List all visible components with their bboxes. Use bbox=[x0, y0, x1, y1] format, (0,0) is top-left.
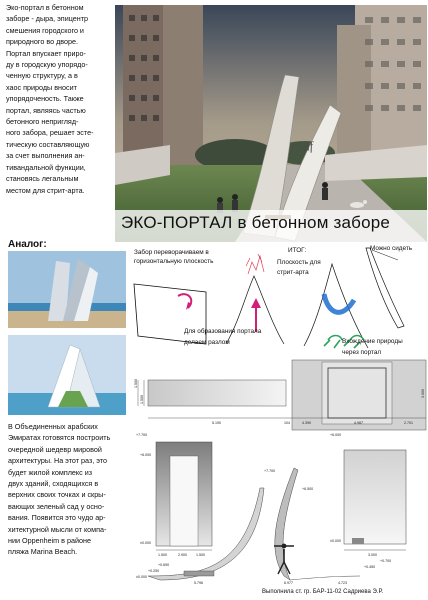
lvl-plus65: +6.500 bbox=[302, 487, 314, 491]
lvl-top2: +7.700 bbox=[264, 469, 276, 473]
dim-elev-h2: 1.500 bbox=[140, 395, 144, 404]
portal-section-right bbox=[275, 468, 298, 580]
author-credit: Выполнила ст. гр. БАР-11-02 Садриева Э.Р. bbox=[262, 589, 383, 595]
dim-elev-len2: 4.390 bbox=[302, 421, 311, 425]
dim-s-w3: 1.500 bbox=[196, 553, 205, 557]
lvl-s-l3: +0.450 bbox=[364, 565, 376, 569]
analog-photo-1 bbox=[8, 251, 126, 328]
lvl-plus6: +6.000 bbox=[140, 453, 152, 457]
hero-scene bbox=[115, 5, 427, 242]
analog-photo-2 bbox=[8, 335, 126, 415]
dim-elev-len3: 4.987 bbox=[354, 421, 363, 425]
break-label: Для образования портала делаем разлом bbox=[184, 328, 262, 346]
dim-elev-h: 1.500 bbox=[134, 379, 138, 388]
nature-label: Вхождение природы через портал bbox=[342, 338, 403, 356]
flip-label: Забор переворачиваем в горизонтальную плоскость bbox=[134, 249, 214, 265]
svg-text:Graf: Graf bbox=[289, 138, 314, 156]
lvl-s-l4: +0.700 bbox=[380, 559, 392, 563]
dim-s-w1: 1.500 bbox=[158, 553, 167, 557]
dim-elev-len: 5.190 bbox=[212, 421, 221, 425]
lvl-s-l1: +0.690 bbox=[158, 563, 170, 567]
hero-photo bbox=[115, 5, 427, 242]
elevation-drawing bbox=[132, 358, 428, 434]
result-heading: ИТОГ: bbox=[288, 247, 307, 254]
dim-elev-right: 3.000 bbox=[421, 389, 425, 398]
dim-elev-gap: 104 bbox=[284, 421, 290, 425]
dim-s-w2: 2.900 bbox=[178, 553, 187, 557]
lvl-zero2: ±0.000 bbox=[136, 575, 147, 579]
page-title: ЭКО-ПОРТАЛ в бетонном заборе bbox=[121, 213, 391, 232]
section-right-block bbox=[344, 450, 406, 544]
dim-s-right: 4.723 bbox=[338, 581, 347, 584]
analog-heading: Аналог: bbox=[8, 239, 47, 250]
section-drawing bbox=[134, 428, 424, 584]
lvl-top: +7.700 bbox=[136, 433, 148, 437]
lvl-s-l2: +0.250 bbox=[148, 569, 160, 573]
lvl-zero3: ±0.000 bbox=[330, 539, 341, 543]
dim-s-total: 5.796 bbox=[194, 581, 203, 584]
lvl-zero1: ±0.000 bbox=[140, 541, 151, 545]
lvl-plus6b: +6.000 bbox=[330, 433, 342, 437]
sit-label: Можно сидеть bbox=[370, 245, 413, 252]
intro-text: Эко-портал в бетонном заборе - дыра, эпицентр смешения городского и природного во дворе. Портал впускает приро- ду в городскую упорядо- ченную структуру, а в хаос природы вносит упорядоченость. Также портал, являясь частью бетонного непригляд- ного забора, решает эсте- тическую составляющую за счет выполнения ан- тивандальной функции, становясь легальным местом для стрит-арта. bbox=[6, 3, 94, 195]
dim-elev-len4: 2.701 bbox=[404, 421, 413, 425]
dim-s-mid: 6.977 bbox=[284, 581, 293, 584]
elevation-left-panel bbox=[148, 380, 286, 406]
dim-s-right-w: 3.000 bbox=[368, 553, 377, 557]
analog-text: В Объединенных арабских Эмиратах готовятся построить очередной шедевр мировой архитектуры. На этот раз, это будет жилой комплекс из двух зданий, сходящихся в верхних своих точках и скры- вающих зеленый сад у осно- вания. Появится это чудо ар- хитектурной мысли от компа- нии Oppenheim в районе пляжа Marina Beach. bbox=[8, 422, 111, 557]
plane-label: Плоскость для стрит-арта bbox=[277, 259, 321, 276]
